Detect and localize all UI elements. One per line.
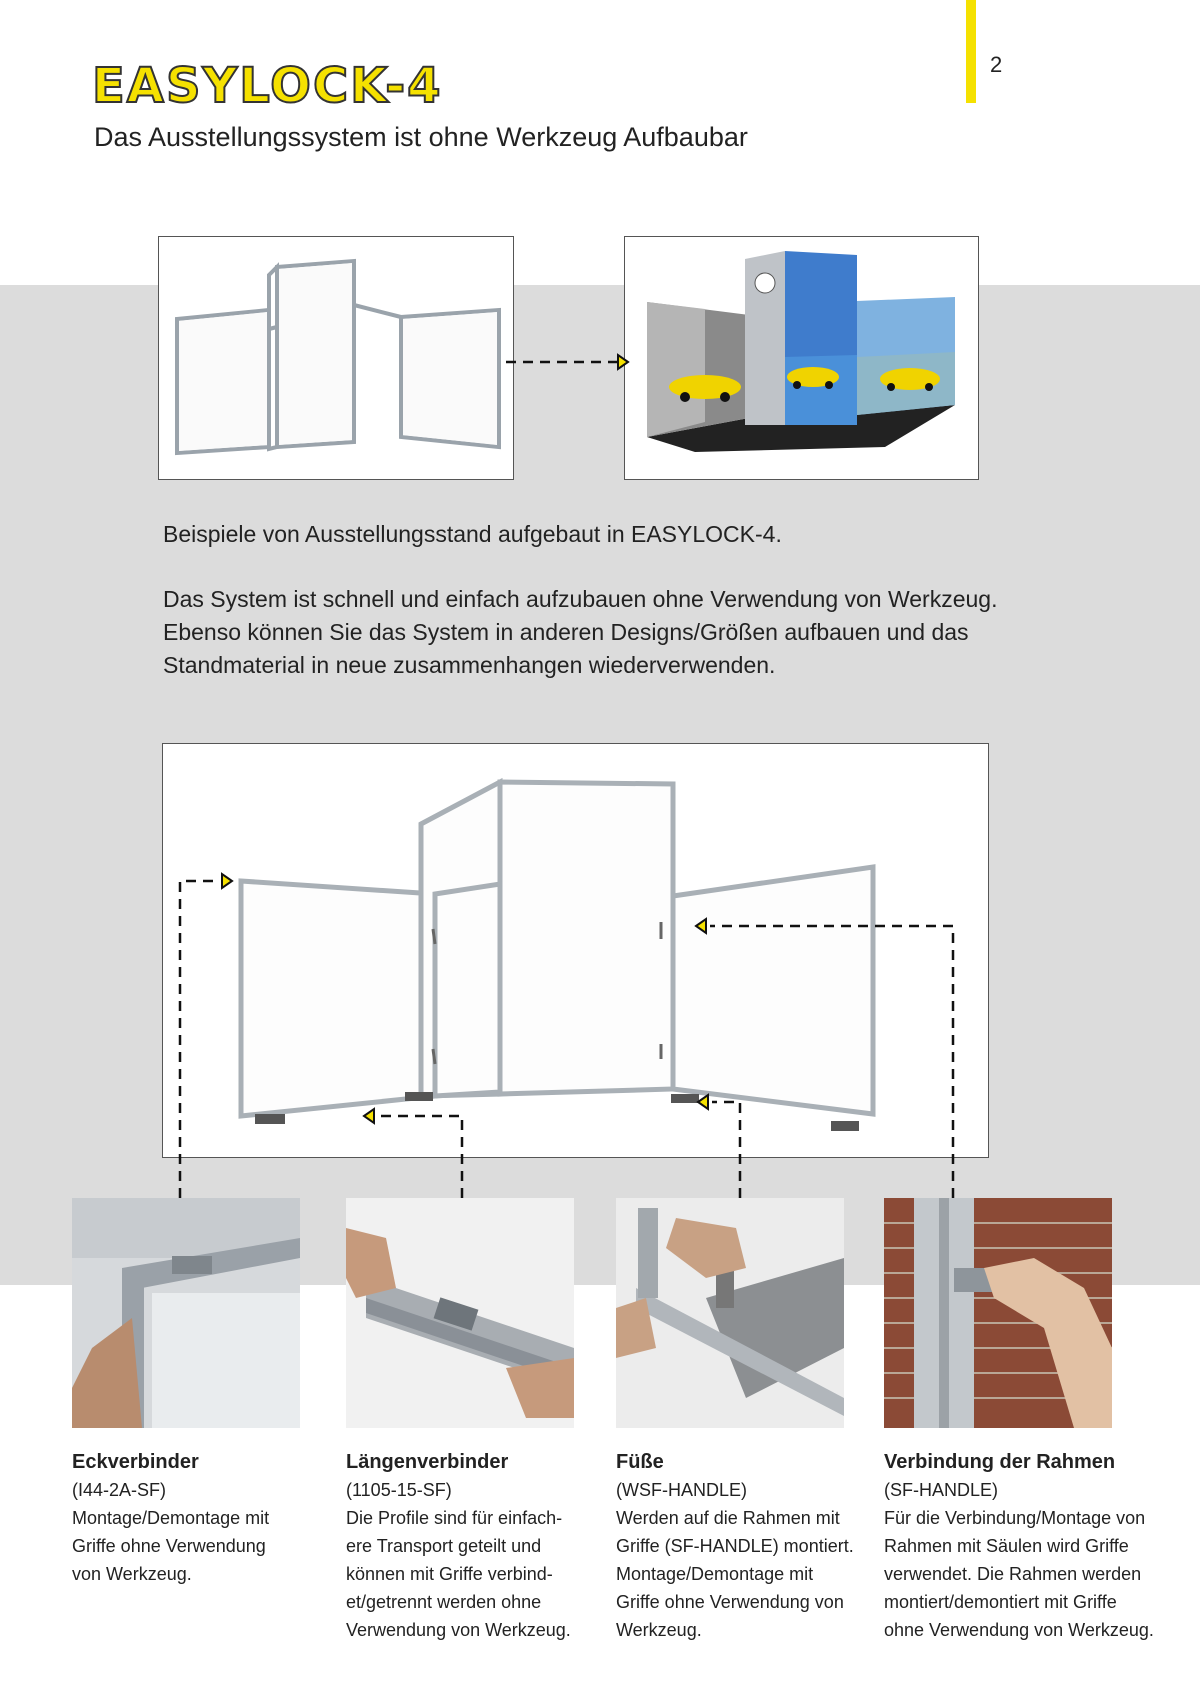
caption-line: ere Transport geteilt und	[346, 1536, 542, 1556]
caption-line: Griffe (SF-HANDLE) montiert.	[616, 1536, 854, 1556]
caption-line: et/getrennt werden ohne	[346, 1592, 542, 1612]
caption-code: (SF-HANDLE)	[884, 1480, 999, 1500]
caption-line: Griffe ohne Verwendung	[72, 1536, 266, 1556]
caption-line: Rahmen mit Säulen wird Griffe	[884, 1536, 1129, 1556]
yellow-accent-bar	[966, 0, 976, 103]
caption-frame-connection	[884, 1448, 1184, 1644]
caption-line: können mit Griffe verbind-	[346, 1564, 553, 1584]
caption-code: (1105-15-SF)	[346, 1480, 452, 1500]
corner-connector-photo	[72, 1198, 300, 1428]
page-number: 2	[990, 52, 1003, 77]
finished-stand-photo	[624, 236, 979, 480]
intro-paragraph-2: Das System ist schnell und einfach aufzubauen ohne Verwendung von Werkzeug. Ebenso können Sie das System in anderen Designs/Größen aufbauen und das Standmaterial in neue zusammenhangen wiederverwenden.	[163, 586, 998, 678]
intro-paragraph-1: Beispiele von Ausstellungsstand aufgebaut in EASYLOCK-4.	[163, 521, 782, 547]
caption-length-connector	[346, 1448, 616, 1644]
caption-line: Werkzeug.	[616, 1620, 702, 1640]
feet-photo	[616, 1198, 844, 1428]
caption-line: montiert/demontiert mit Griffe	[884, 1592, 1117, 1612]
frame-structure-photo	[158, 236, 514, 480]
brand-logo-text: EASYLOCK-4	[92, 58, 443, 114]
caption-line: Montage/Demontage mit	[72, 1508, 270, 1528]
caption-line: Montage/Demontage mit	[616, 1564, 814, 1584]
caption-line: Die Profile sind für einfach-	[346, 1508, 563, 1528]
main-frame-photo	[162, 743, 989, 1158]
caption-line: Griffe ohne Verwendung von	[616, 1592, 844, 1612]
caption-line: ohne Verwendung von Werkzeug.	[884, 1620, 1154, 1640]
caption-line: verwendet. Die Rahmen werden	[884, 1564, 1142, 1584]
caption-line: Verwendung von Werkzeug.	[346, 1620, 571, 1640]
caption-title: Verbindung der Rahmen	[884, 1451, 1116, 1473]
caption-feet	[616, 1448, 886, 1644]
page-subtitle: Das Ausstellungssystem ist ohne Werkzeug Aufbaubar	[94, 122, 748, 152]
caption-code: (WSF-HANDLE)	[616, 1480, 747, 1500]
caption-line: Für die Verbindung/Montage von	[884, 1508, 1146, 1528]
caption-line: von Werkzeug.	[72, 1564, 192, 1584]
caption-line: Werden auf die Rahmen mit	[616, 1508, 840, 1528]
caption-code: (I44-2A-SF)	[72, 1480, 167, 1500]
caption-title: Längenverbinder	[346, 1451, 509, 1473]
frame-connection-photo	[884, 1198, 1112, 1428]
caption-corner-connector	[72, 1448, 342, 1588]
brand-logo	[92, 58, 443, 114]
caption-title: Füße	[616, 1451, 664, 1473]
caption-title: Eckverbinder	[72, 1451, 199, 1473]
length-connector-photo	[346, 1198, 574, 1428]
intro-text	[163, 518, 1023, 714]
